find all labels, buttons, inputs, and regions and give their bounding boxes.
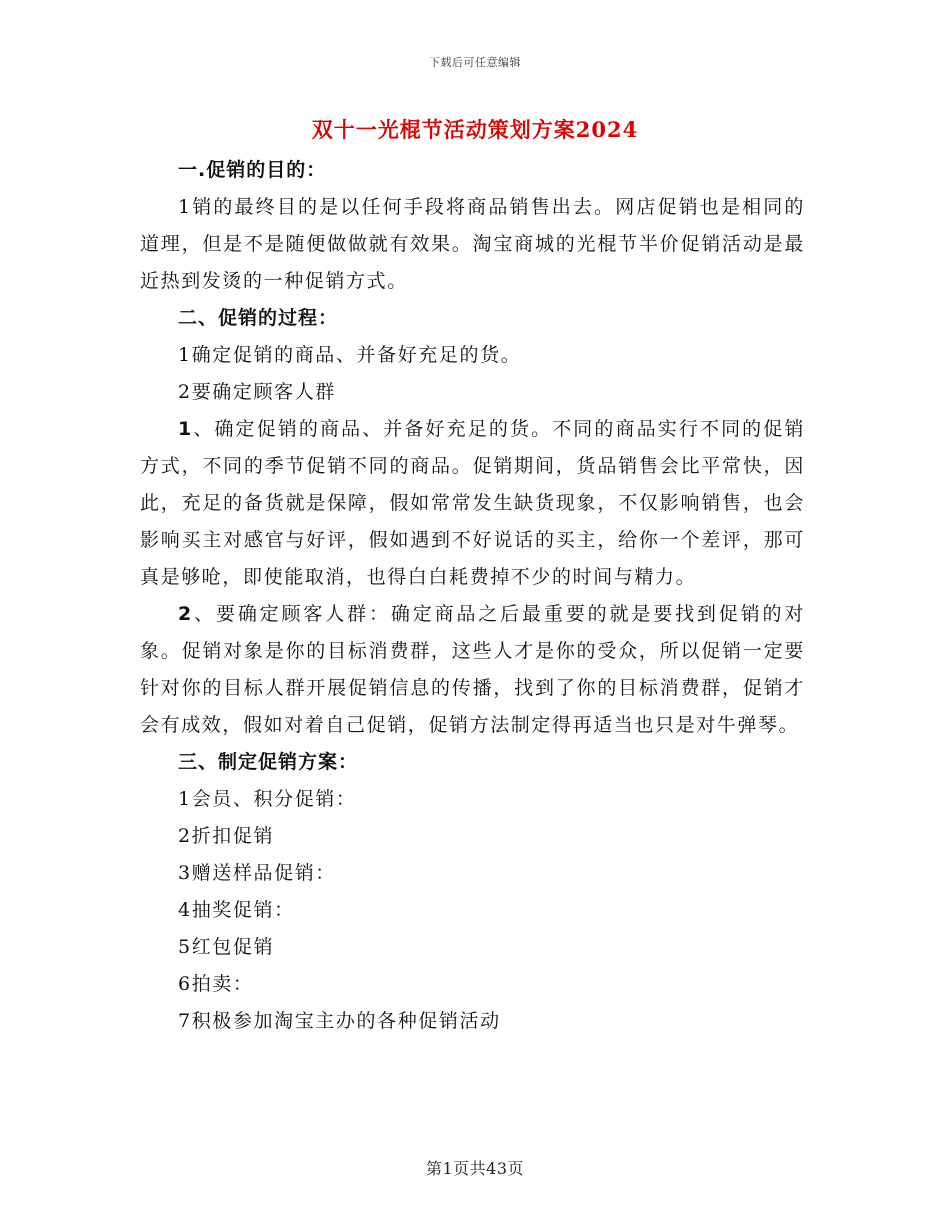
paragraph-process-item-2 (140, 596, 805, 744)
header-note: 下载后可任意编辑 (429, 56, 521, 69)
plan-item: 6拍卖： (178, 973, 254, 995)
item-number: 2 (178, 603, 193, 625)
item-text: 、要确定顾客人群：确定商品之后最重要的就是要找到促销的对象。促销对象是你的目标消费群，这些人才是你的受众，所以促销一定要针对你的目标人群开展促销信息的传播，找到了你的目标消费群，促销才会有成效，假如对着自己促销，促销方法制定得再适当也只是对牛弹琴。 (140, 603, 805, 736)
paragraph-purpose: 1销的最终目的是以任何手段将商品销售出去。网店促销也是相同的道理，但是不是随便做做就有效果。淘宝商城的光棍节半价促销活动是最近热到发烫的一种促销方式。 (140, 196, 805, 292)
plan-item: 3赠送样品促销： (178, 862, 336, 884)
item-number: 1 (178, 418, 193, 440)
section-heading-process: 二、促销的过程： (178, 307, 339, 329)
document-title: 双十一光棍节活动策划方案2024 (311, 117, 639, 142)
section-heading-plan: 三、制定促销方案： (178, 751, 359, 773)
item-text: 、确定促销的商品、并备好充足的货。不同的商品实行不同的促销方式，不同的季节促销不同的商品。促销期间，货品销售会比平常快，因此，充足的备货就是保障，假如常常发生缺货现象，不仅影响销售，也会影响买主对感官与好评，假如遇到不好说话的买主，给你一个差评，那可真是够呛，即使能取消，也得白白耗费掉不少的时间与精力。 (140, 418, 805, 588)
process-line-1: 1确定促销的商品、并备好充足的货。 (178, 344, 522, 366)
section-heading-purpose: 一.促销的目的： (178, 159, 327, 181)
plan-item: 5红包促销 (178, 936, 275, 958)
plan-item: 2折扣促销 (178, 825, 275, 847)
document-body (140, 152, 805, 1040)
plan-item: 4抽奖促销： (178, 899, 295, 921)
page-footer: 第1页共43页 (425, 1159, 525, 1178)
paragraph-process-item-1 (140, 411, 805, 596)
plan-item: 7积极参加淘宝主办的各种促销活动 (178, 1010, 501, 1032)
process-line-2: 2要确定顾客人群 (178, 381, 336, 403)
plan-item: 1会员、积分促销： (178, 788, 357, 810)
